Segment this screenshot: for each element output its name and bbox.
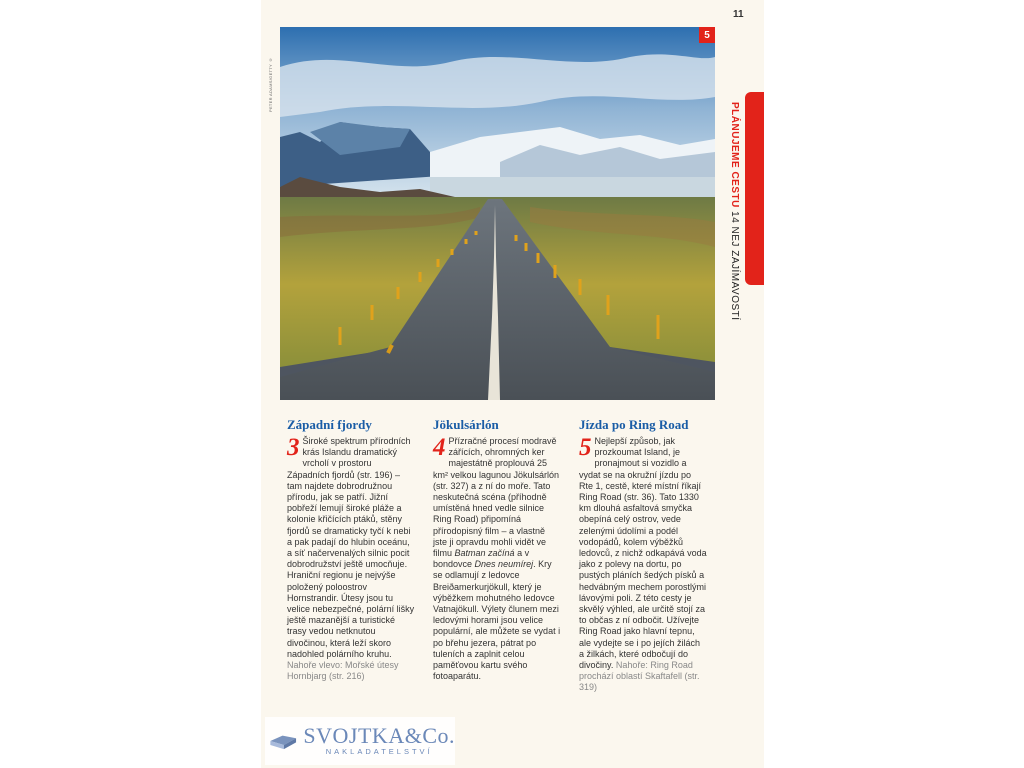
photo-caption: Nahoře: Ring Road prochází oblastí Skaftafell (str. 319) [579,660,700,693]
book-page [261,0,764,768]
article-title: Západní fjordy [287,417,372,432]
publisher-subtitle: NAKLADATELSTVÍ [325,747,433,756]
article-body [579,436,707,694]
article-number: 3 [287,434,300,461]
chapter-running-head [729,102,740,321]
article-text: Přízračné procesí modravě zářících, ohromných ker majestátně proplouvá 25 km² velkou lagunou Jökulsárlón (str. 327) a z ní do moře. Tato neskutečná scéna (příhodně umístěná hned vedle silnice Ring Road) připomíná přírodopisný film – a vlastně jste ji opravdu mohli vidět ve filmu [433,436,560,559]
ring-road-photo [280,27,715,400]
article-title: Jökulsárlón [433,417,499,432]
article-title: Jízda po Ring Road [579,417,689,432]
article-ring-road [579,418,707,694]
subsection-title: 14 NEJ ZAJÍMAVOSTÍ [729,211,740,321]
article-text: . Kry se odlamují z ledovce Breiðamerkurjökull, který je výběžkem mohutného ledovce Vatnajökull. Výlety člunem mezi ledovými horami jsou velice populární, ale můžete se vydat i po břehu jezera, pátrat po tuleních a zaplnit celou paměťovou kartu svého fotoaparátu. [433,559,561,682]
photo-caption: Nahoře vlevo: Mořské útesy Hornbjarg (str. 216) [287,660,399,682]
film-title: Batman začíná [454,548,515,559]
publisher-watermark [265,717,455,765]
article-number: 5 [579,434,592,461]
article-jokulsarlon [433,418,561,682]
article-number: 4 [433,434,446,461]
photo-illustration [280,27,715,400]
film-title: Dnes neumírej [474,559,534,570]
article-text: a v bondovce [433,548,530,570]
article-text: Široké spektrum přírodních krás Islandu dramatický vrcholí v prostoru Západních fjordů (str. 196) – tam najdete dobrodružnou přírodu, jak se patří. Jižní pobřeží lemují široké pláže a kolonie křičících ptáků, stěny fjordů se dramaticky tyčí k nebi a pak padají do hlubin oceánu, a síť načervenalých silnic pocit dobrodružství ještě umocňuje. Hraniční regionu je nejvýše položený poloostrov Hornstrandir. Útesy jsou tu velice nebezpečné, polární lišky ještě mazanější a turistické trasy vedou netknutou divočinou, která leží skoro nadohled polárního kruhu. [287,436,415,659]
publisher-name: SVOJTKA&Co. [303,723,455,748]
book-logo-icon [269,723,297,759]
article-body [433,436,561,682]
chapter-tab [745,92,764,285]
article-body [287,436,415,660]
photo-number-badge: 5 [699,27,715,43]
page-number: 11 [733,9,744,20]
photo-credit: PETER ADAMS/GETTY © [268,57,273,112]
article-westfjords [287,418,415,682]
article-text: Nejlepší způsob, jak prozkoumat Island, je pronajmout si vozidlo a vydat se na okružní jízdu po Rte 1, cestě, které místní říkají Ring Road (str. 36). Tato 1330 km dlouhá asfaltová smyčka obepíná celý ostrov, vede zelenými údolími a podél vodopádů, kolem výběžků ledovců, z nichž odkapává voda jako z polevy na dortu, po pustých pláních šedých písků a hedvábným mechem porostlými lávovými poli. Z této cesty je skvělý výhled, ale určitě stojí za to občas z ní odbočit. Užívejte Ring Road jako hlavní tepnu, ale vydejte se i po jejích žilách a žilkách, které odbočují do divočiny. [579,436,707,671]
section-title: PLÁNUJEME CESTU [729,102,740,208]
